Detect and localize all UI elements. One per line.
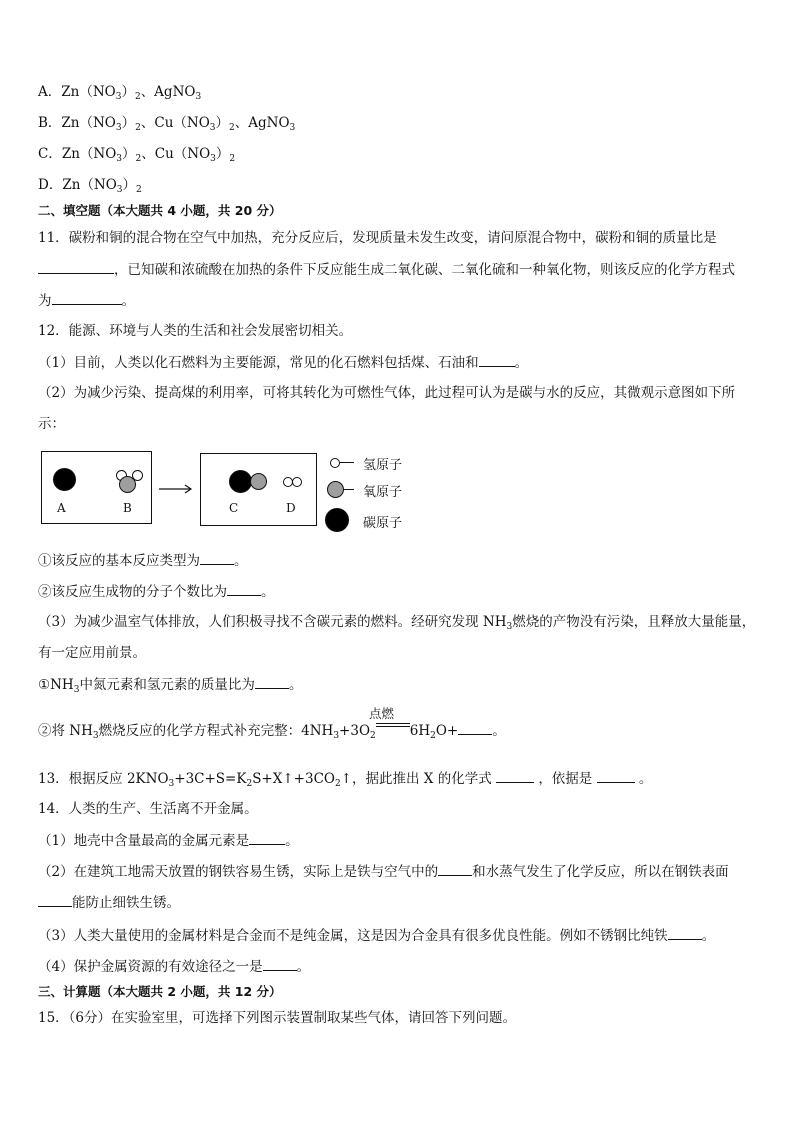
question-14-part-1: （1）地壳中含量最高的金属元素是 。 (38, 830, 299, 851)
question-12-part-3-line-2: 有一定应用前景。 (38, 645, 146, 661)
hydrogen-atom-d2 (292, 477, 302, 487)
question-12-intro: 12．能源、环境与人类的生活和社会发展密切相关。 (38, 323, 353, 339)
question-12-part-2-line-2: 示： (38, 416, 65, 432)
reaction-condition-label: 点燃 (369, 706, 395, 721)
answer-blank[interactable] (458, 720, 492, 735)
molecule-label-d: D (286, 501, 296, 515)
question-11-line-1: 11．碳粉和铜的混合物在空气中加热，充分反应后，发现质量未发生改变，请问原混合物中，碳粉和铜的质量比是 (38, 230, 717, 246)
answer-blank[interactable] (479, 352, 515, 367)
legend-carbon-label: 碳原子 (363, 516, 403, 531)
answer-blank[interactable] (38, 259, 114, 274)
answer-blank[interactable] (496, 768, 534, 783)
question-12-part-3-sub-1: $①NH_3$中氮元素和氢元素的质量比为 。 (38, 674, 302, 695)
question-14-part-2-line-2: 能防止细铁生锈。 (38, 892, 180, 913)
answer-blank[interactable] (38, 892, 72, 907)
legend-oxygen-label: 氧原子 (363, 485, 403, 500)
answer-blank[interactable] (263, 956, 297, 971)
question-12-part-3-line-1: （3）为减少温室气体排放，人们积极寻找不含碳元素的燃料。经研究发现 $NH_3$燃烧的产物没有污染，且释放大量能量， (38, 614, 756, 632)
answer-blank[interactable] (249, 830, 285, 845)
question-12-part-3-sub-2: ②将 $NH_3$燃烧反应的化学方程式补充完整：$4NH_3+3O_2$ $6H_2O+$ 。 (38, 720, 506, 741)
answer-blank[interactable] (255, 674, 289, 689)
legend-carbon-icon (325, 508, 349, 532)
question-14-intro: 14．人类的生产、生活离不开金属。 (38, 801, 258, 817)
answer-blank[interactable] (438, 861, 472, 876)
question-13: 13．根据反应 $2KNO_3+3C+S=K_2S+X↑+3CO_2↑$，据此推出 X 的化学式 ，依据是 。 (38, 768, 652, 789)
reaction-condition-arrow (376, 721, 410, 741)
question-14-part-3: （3）人类大量使用的金属材料是合金而不是纯金属，这是因为合金具有很多优良性能。例如不锈钢比纯铁 。 (38, 925, 715, 946)
question-12-part-1: （1）目前，人类以化石燃料为主要能源，常见的化石燃料包括煤、石油和 。 (38, 352, 528, 373)
oxygen-atom-c (250, 473, 267, 490)
section-heading-calculation: 三、计算题（本大题共 2 小题，共 12 分） (38, 984, 282, 999)
legend-dash (344, 489, 354, 490)
section-heading-fill-in: 二、填空题（本大题共 4 小题，共 20 分） (38, 203, 282, 218)
molecule-label-b: B (123, 501, 132, 515)
option-b: B．$Zn(NO_3)_2$、$Cu(NO_3)_2$、AgNO$_3$ (38, 115, 296, 133)
question-12-sub-1: ①该反应的基本反应类型为 。 (38, 550, 248, 571)
carbon-atom-a (53, 468, 76, 491)
question-14-part-2-line-1: （2）在建筑工地需天放置的钢铁容易生锈，实际上是铁与空气中的 和水蒸气发生了化学反应，所以在钢铁表面 (38, 861, 729, 882)
question-11-line-2: ，已知碳和浓硫酸在加热的条件下反应能生成二氧化碳、二氧化硫和一种氧化物，则该反应的化学方程式 (38, 259, 735, 280)
question-14-part-4: （4）保护金属资源的有效途径之一是 。 (38, 956, 310, 977)
oxygen-atom-b (119, 476, 136, 493)
legend-hydrogen-icon (330, 458, 340, 468)
answer-blank[interactable] (597, 768, 635, 783)
legend-hydrogen-label: 氢原子 (363, 458, 403, 473)
legend-oxygen-icon (327, 481, 344, 498)
answer-blank[interactable] (227, 581, 261, 596)
option-a: A．$Zn(NO_3)_2$、AgNO$_3$ (38, 84, 202, 102)
answer-blank[interactable] (52, 290, 122, 305)
option-c: C．$Zn(NO_3)_2$、$Cu(NO_3)_2$ (38, 146, 236, 164)
legend-dash (340, 462, 354, 463)
option-d: D．$Zn(NO_3)_2$ (38, 177, 142, 195)
question-12-sub-2: ②该反应生成物的分子个数比为 。 (38, 581, 275, 602)
question-15: 15．（6分）在实验室里，可选择下列图示装置制取某些气体，请回答下列问题。 (38, 1010, 517, 1026)
carbon-atom-c (229, 470, 252, 493)
answer-blank[interactable] (668, 925, 702, 940)
question-11-line-3: 为 。 (38, 290, 135, 311)
answer-blank[interactable] (200, 550, 234, 565)
question-12-part-2-line-1: （2）为减少污染、提高煤的利用率，可将其转化为可燃性气体，此过程可认为是碳与水的反应，其微观示意图如下所 (38, 385, 736, 401)
molecule-label-c: C (229, 501, 239, 515)
molecule-label-a: A (57, 501, 66, 515)
reaction-arrow-icon (158, 483, 194, 495)
